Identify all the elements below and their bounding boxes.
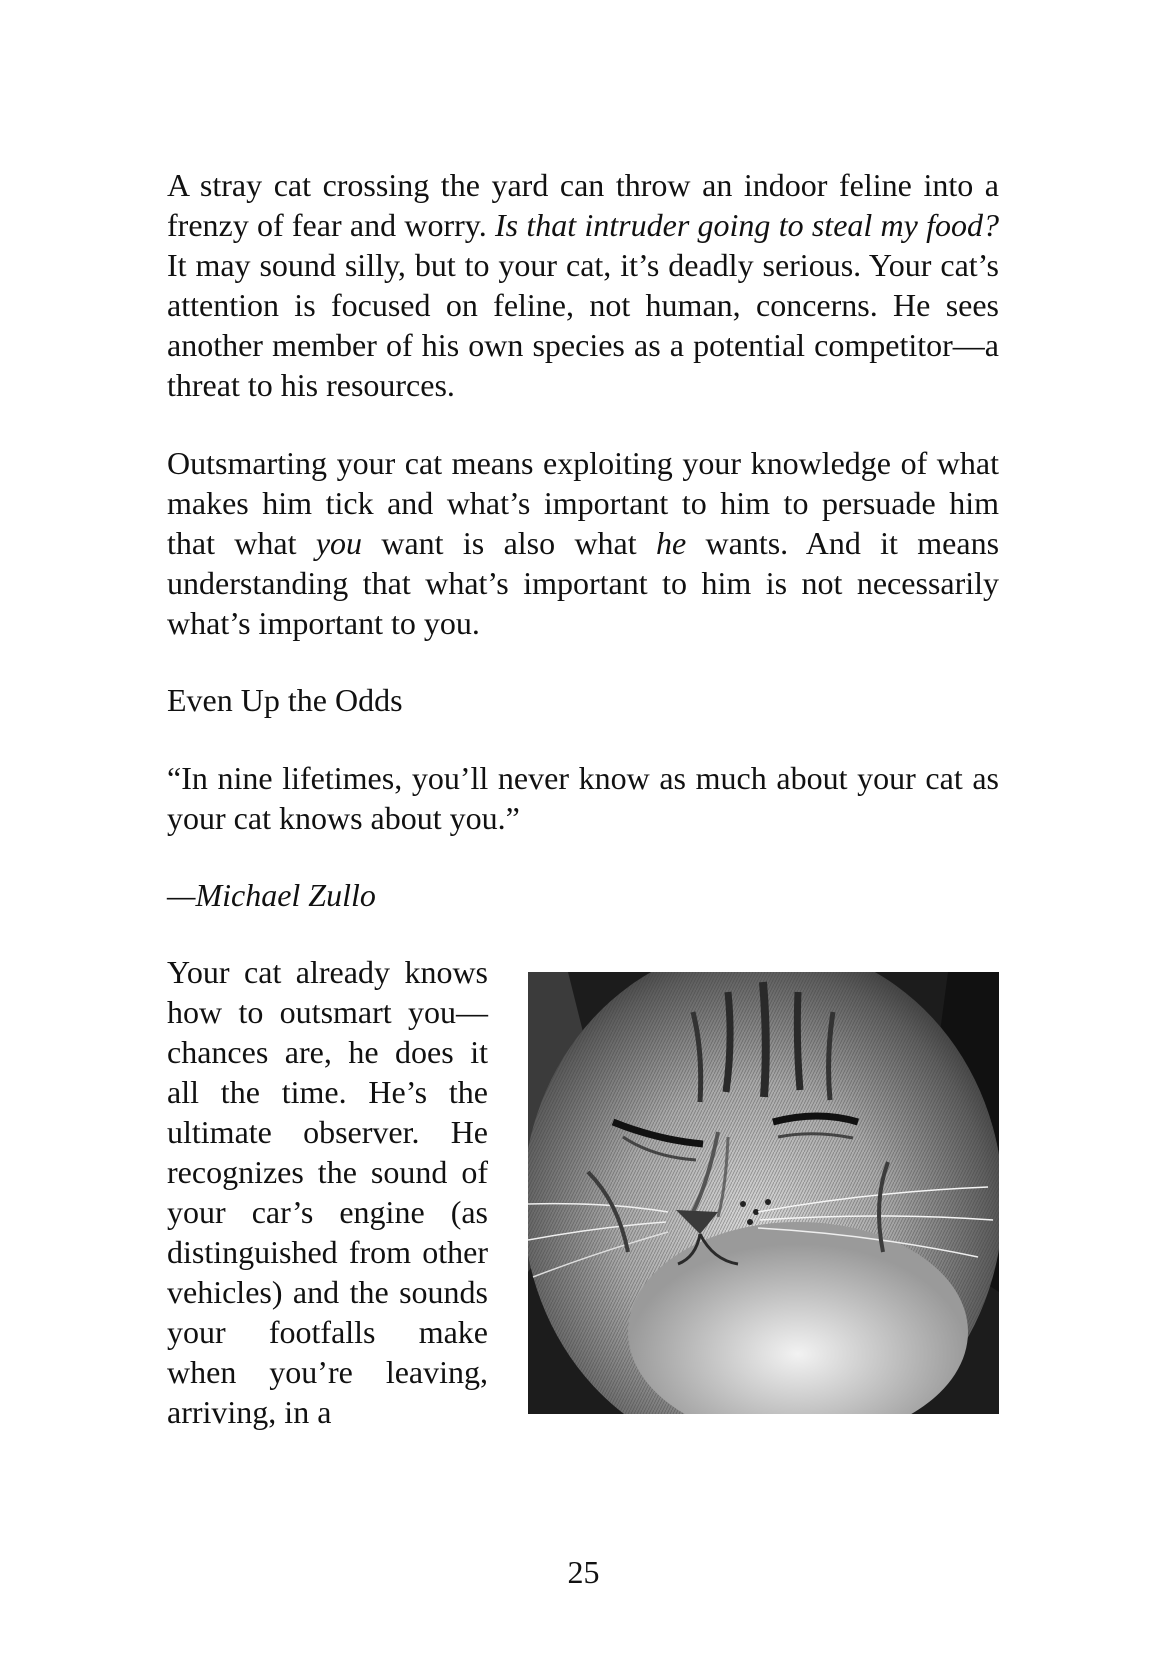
paragraph-2-italic-he: he [655,525,687,561]
page-number: 25 [567,1554,600,1590]
section-heading: Even Up the Odds [167,682,403,718]
paragraph-1-italic: Is that intruder going to steal my food? [494,207,1000,243]
paragraph-2-text-a: Outsmarting your cat means exploiting your knowledge of what makes him tick and what’s important to him to persuade him that what [167,445,999,561]
side-paragraph [167,952,488,1432]
paragraph-2-text-c: wants. And it means understanding that what’s important to him is not necessarily what’s important to you. [167,525,1000,641]
paragraph-2 [167,443,999,643]
cat-photo [528,972,999,1414]
paragraph-1 [167,165,999,405]
quote-attribution: —Michael Zullo [167,877,376,913]
cat-face-illustration [528,972,999,1414]
paragraph-1-text-b: It may sound silly, but to your cat, it’s deadly serious. Your cat’s attention is focused on feline, not human, concerns. He sees another member of his own species as a potential competitor—a threat to his resources. [167,247,999,403]
epigraph-quote: “In nine lifetimes, you’ll never know as much about your cat as your cat knows about you.” [167,760,999,836]
paragraph-2-text-b: want is also what [362,525,656,561]
paragraph-2-italic-you: you [315,525,363,561]
side-paragraph-text: Your cat already knows how to outsmart you—chances are, he does it all the time. He’s the ultimate observer. He recognizes the sound of your car’s engine (as distinguished from other vehicles) and the sounds your footfalls make when you’re leaving, arriving, in a [167,954,488,1430]
paragraph-1-text-a: A stray cat crossing the yard can throw an indoor feline into a frenzy of fear and worry. [167,167,999,243]
